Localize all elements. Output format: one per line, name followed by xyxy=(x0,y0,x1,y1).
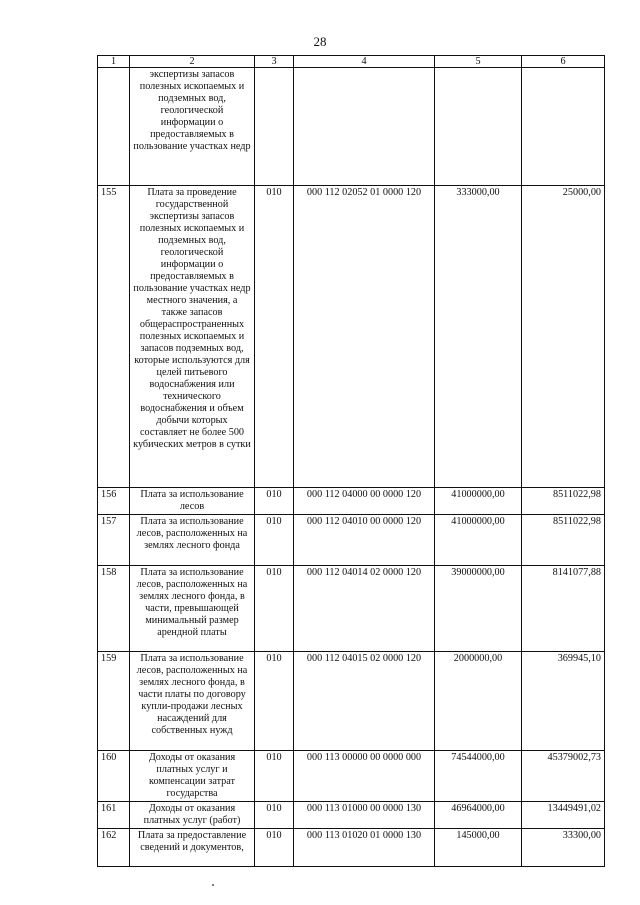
row-amount-plan: 46964000,00 xyxy=(435,802,522,829)
row-name: экспертизы запасов полезных ископаемых и подземных вод, геологической информации о предоставляемых в пользование участках недр xyxy=(130,68,255,186)
row-code: 010 xyxy=(255,751,294,802)
row-code: 010 xyxy=(255,186,294,488)
row-classification: 000 112 04000 00 0000 120 xyxy=(294,488,435,515)
column-header: 6 xyxy=(522,56,605,68)
budget-table xyxy=(97,55,605,867)
row-amount-actual: 8141077,88 xyxy=(522,566,605,652)
table-row xyxy=(98,186,605,488)
table-row xyxy=(98,515,605,566)
row-number: 159 xyxy=(98,652,130,751)
table-row xyxy=(98,68,605,186)
row-amount-actual: 13449491,02 xyxy=(522,802,605,829)
table-row xyxy=(98,751,605,802)
row-amount-plan: 2000000,00 xyxy=(435,652,522,751)
scan-speck xyxy=(212,884,214,886)
column-header: 1 xyxy=(98,56,130,68)
table-row xyxy=(98,802,605,829)
column-header: 5 xyxy=(435,56,522,68)
table-row xyxy=(98,566,605,652)
row-number: 158 xyxy=(98,566,130,652)
row-amount-plan: 39000000,00 xyxy=(435,566,522,652)
row-number: 157 xyxy=(98,515,130,566)
row-name: Плата за использование лесов, расположенных на землях лесного фонда, в части, превышающей минимальный размер арендной платы xyxy=(130,566,255,652)
page-number: 28 xyxy=(313,34,327,49)
row-amount-actual: 369945,10 xyxy=(522,652,605,751)
row-number: 156 xyxy=(98,488,130,515)
column-header: 4 xyxy=(294,56,435,68)
row-number xyxy=(98,68,130,186)
row-code: 010 xyxy=(255,515,294,566)
row-classification: 000 112 04010 00 0000 120 xyxy=(294,515,435,566)
row-number: 155 xyxy=(98,186,130,488)
row-amount-plan: 41000000,00 xyxy=(435,488,522,515)
row-code: 010 xyxy=(255,802,294,829)
row-name: Плата за использование лесов, расположенных на землях лесного фонда, в части платы по договору купли-продажи лесных насаждений для собственных нужд xyxy=(130,652,255,751)
row-classification: 000 112 04015 02 0000 120 xyxy=(294,652,435,751)
row-number: 162 xyxy=(98,829,130,867)
row-code: 010 xyxy=(255,566,294,652)
row-name: Плата за использование лесов xyxy=(130,488,255,515)
row-amount-actual: 8511022,98 xyxy=(522,488,605,515)
row-code: 010 xyxy=(255,488,294,515)
row-classification: 000 113 01000 00 0000 130 xyxy=(294,802,435,829)
table-row xyxy=(98,829,605,867)
row-amount-actual xyxy=(522,68,605,186)
row-classification: 000 113 00000 00 0000 000 xyxy=(294,751,435,802)
row-number: 161 xyxy=(98,802,130,829)
row-amount-plan: 41000000,00 xyxy=(435,515,522,566)
row-code xyxy=(255,68,294,186)
row-name: Доходы от оказания платных услуг (работ) xyxy=(130,802,255,829)
row-code: 010 xyxy=(255,829,294,867)
row-amount-plan: 333000,00 xyxy=(435,186,522,488)
row-amount-plan: 74544000,00 xyxy=(435,751,522,802)
row-amount-plan: 145000,00 xyxy=(435,829,522,867)
row-amount-actual: 8511022,98 xyxy=(522,515,605,566)
row-amount-actual: 25000,00 xyxy=(522,186,605,488)
row-name: Доходы от оказания платных услуг и компенсации затрат государства xyxy=(130,751,255,802)
column-header: 3 xyxy=(255,56,294,68)
column-header: 2 xyxy=(130,56,255,68)
table-row xyxy=(98,652,605,751)
row-name: Плата за использование лесов, расположенных на землях лесного фонда xyxy=(130,515,255,566)
row-classification: 000 112 02052 01 0000 120 xyxy=(294,186,435,488)
row-code: 010 xyxy=(255,652,294,751)
column-number-row xyxy=(98,56,605,68)
row-number: 160 xyxy=(98,751,130,802)
table-row xyxy=(98,488,605,515)
row-amount-plan xyxy=(435,68,522,186)
row-name: Плата за предоставление сведений и документов, xyxy=(130,829,255,867)
row-amount-actual: 33300,00 xyxy=(522,829,605,867)
row-classification: 000 112 04014 02 0000 120 xyxy=(294,566,435,652)
row-name: Плата за проведение государственной экспертизы запасов полезных ископаемых и подземных вод, геологической информации о предоставляемых в пользование участках недр местного значения, а также запасов общераспространенных полезных ископаемых и запасов подземных вод, которые используются для целей питьевого водоснабжения или технического водоснабжения и объем добычи которых составляет не более 500 кубических метров в сутки xyxy=(130,186,255,488)
row-amount-actual: 45379002,73 xyxy=(522,751,605,802)
row-classification: 000 113 01020 01 0000 130 xyxy=(294,829,435,867)
row-classification xyxy=(294,68,435,186)
